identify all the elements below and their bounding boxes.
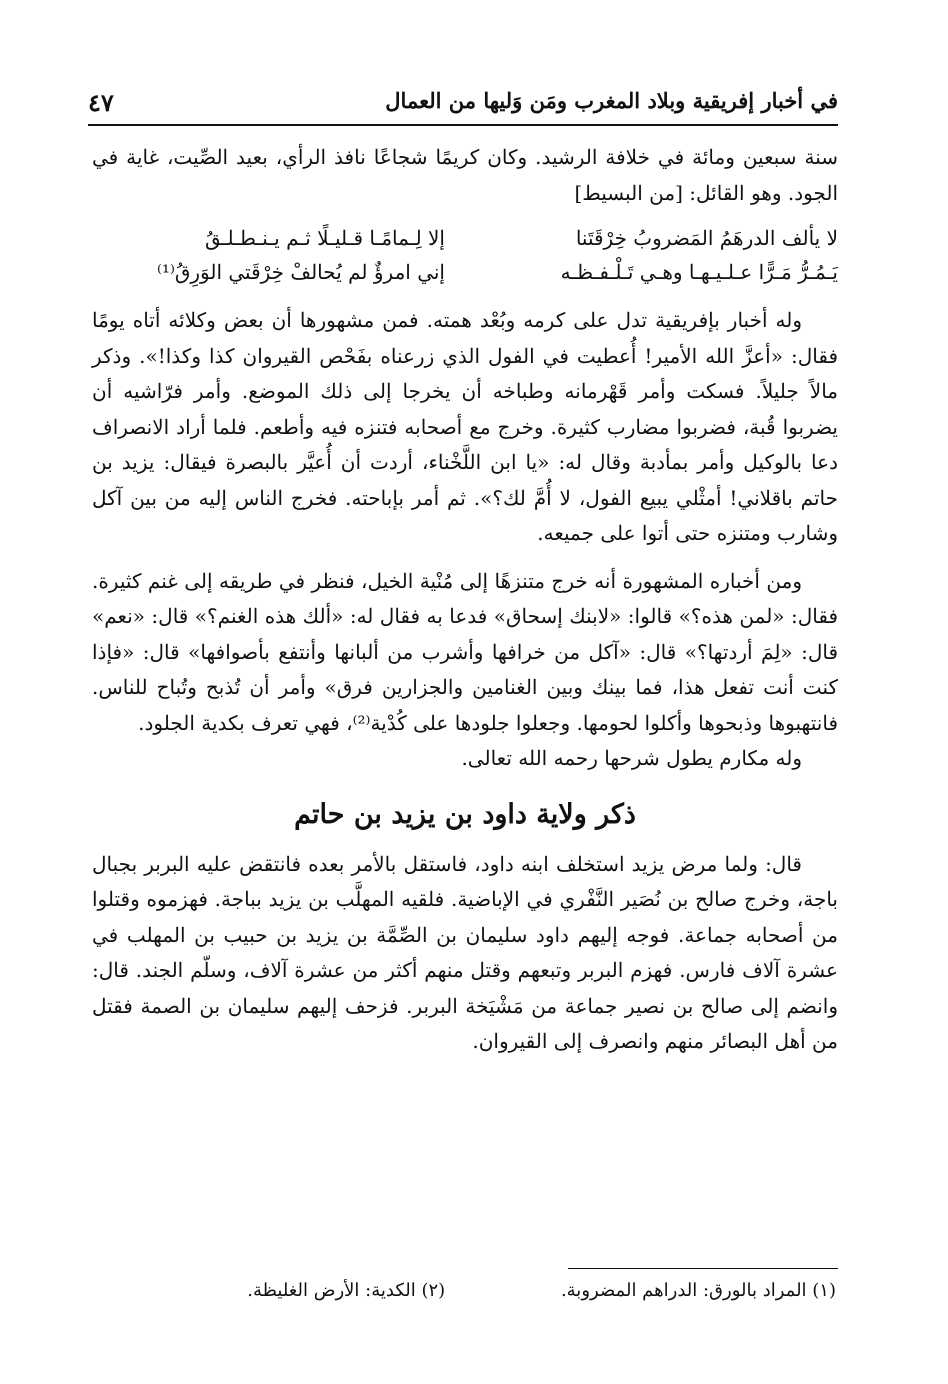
page-number: ٤٧ — [88, 88, 114, 117]
body-text — [92, 140, 838, 1060]
section-paragraph: قال: ولما مرض يزيد استخلف ابنه داود، فاستقل بالأمر بعده فانتقض عليه البربر بجبال باجة، وخرج صالح بن نُصَير النَّفْري في الإباضية. فلقيه المهلَّب بن يزيد بباجة. فهزموه وقتلوا من أصحابه جماعة. فوجه إليهم داود سليمان بن الصِّمَّة بن يزيد بن حبيب بن المهلب في عشرة آلاف فارس. فهزم البربر وتبعهم وقتل منهم أكثر من عشرة آلاف، وسلّم الجند. قال: وانضم إلى صالح بن نصير جماعة من مَشْيَخة البربر. فزحف إليهم سليمان بن الصمة فقتل من أهل البصائر منهم وانصرف إلى القيروان. — [92, 851, 838, 1053]
paragraph-closing: وله مكارم يطول شرحها رحمه الله تعالى. — [461, 746, 802, 770]
running-title: في أخبار إفريقية وبلاد المغرب ومَن وَليها من العمال — [385, 88, 838, 113]
verse-line2-first-hemistich: يَـمُـرُّ مَـرًّا عـلـيـهـا وهـي تَـلْـفـظـه — [560, 260, 838, 284]
footnotes — [100, 1280, 836, 1301]
verse-line1-second-hemistich: إلا لِـمامًـا قـليـلًا ثـم يـنـطـلـقُ — [204, 226, 445, 250]
footnote-divider — [568, 1268, 838, 1269]
intro-paragraph: سنة سبعين ومائة في خلافة الرشيد. وكان كريمًا شجاعًا نافذ الرأي، بعيد الصِّيت، غاية في الجود. وهو القائل: [من البسيط] — [92, 145, 838, 205]
page-header — [88, 84, 838, 126]
paragraph-sheep: ومن أخباره المشهورة أنه خرج متنزهًا إلى مُنْية الخيل، فنظر في طريقه إلى غنم كثيرة. فقال: «لمن هذه؟» قالوا: «لابنك إسحاق» فدعا به فقال له: «ألك هذه الغنم؟» قال: «نعم» قال: «لِمَ أردتها؟» قال: «آكل من خرافها وأشرب من ألبانها وأنتفع بأصوافها» قال: «فإذا كنت أنت تفعل هذا، فما بينك وبين الغنامين والجزارين فرق» وأمر أن تُذبح وتُباح للناس. فانتهبوها وذبحوها وأكلوا لحومها. وجعلوا جلودها على كُدْية⁽²⁾، فهي تعرف بكدية الجلود. — [92, 568, 838, 735]
poem-verses — [92, 221, 838, 289]
paragraph-vegetable-field: وله أخبار بإفريقية تدل على كرمه وبُعْد همته. فمن مشهورها أن بعض وكلائه أتاه يومًا فقال: «أعزَّ الله الأمير! أُعطيت في الفول الذي زرعناه بفَحْص القيروان كذا وكذا!». وذكر مالاً جليلاً. فسكت وأمر قَهْرمانه وطباخه أن يخرجا إلى ذلك الموضع. وأمر فرّاشيه أن يضربوا قُبة، فضربوا مضارب كثيرة. وخرج مع أصحابه فتنزه فيه وأطعم. فلما أراد الانصراف دعا بالوكيل وأمر بمأدبة وقال له: «يا ابن اللَّخْناء، أردت أن أُعيَّر بالبصرة فيقال: يزيد بن حاتم باقلاني! أمثْلي يبيع الفول، لا أُمَّ لك؟». ثم أمر بإباحته. فخرج الناس إليه من بين آكل وشارب ومتنزه حتى أتوا على جميعه. — [92, 308, 838, 545]
verse-line2-second-hemistich: إني امرؤٌ لم يُحالفْ خِرْقَتي الوَرِقُ⁽¹⁾ — [156, 260, 445, 284]
footnote-1: (١) المراد بالورق: الدراهم المضروبة. — [560, 1280, 836, 1301]
verse-line1-first-hemistich: لا يألف الدرهَمُ المَضروبُ خِرْقَتَنا — [575, 226, 838, 250]
section-heading: ذكر ولاية داود بن يزيد بن حاتم — [294, 798, 636, 830]
footnote-2: (٢) الكدية: الأرض الغليظة. — [247, 1280, 446, 1301]
